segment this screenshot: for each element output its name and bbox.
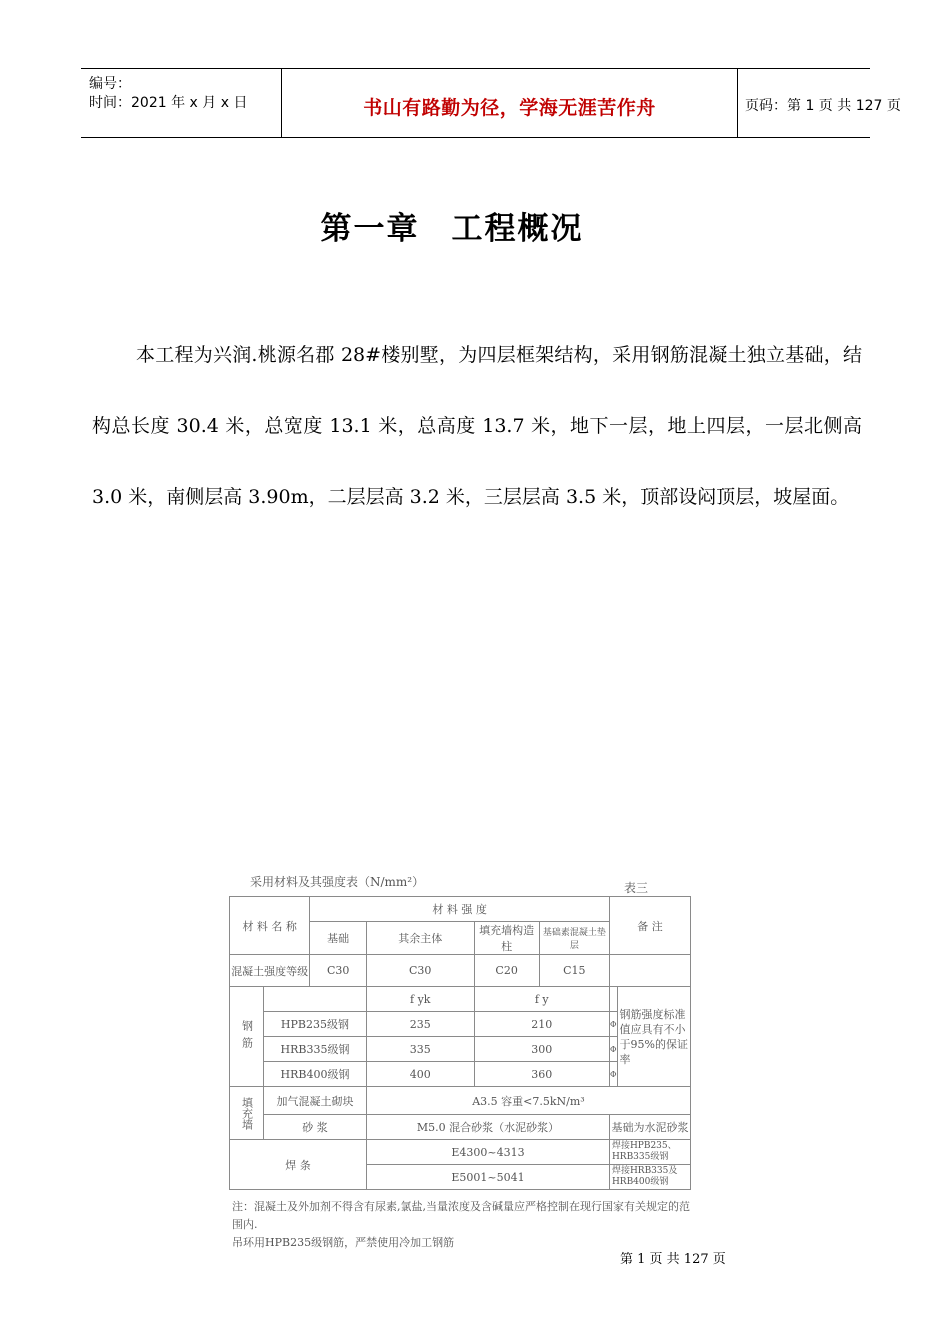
- concrete-value: C15: [539, 955, 609, 987]
- header-table: [81, 68, 901, 138]
- col-cushion: 基础素混凝土垫层: [539, 922, 609, 955]
- page-label: 页码：第 1 页 共 127 页: [745, 98, 901, 114]
- steel-remark: 钢筋强度标准值应具有不小于95%的保证率: [617, 987, 691, 1087]
- steel-fy: 360: [474, 1062, 609, 1087]
- mortar-remark: 基础为水泥砂浆: [609, 1115, 690, 1140]
- mortar-name: 砂 浆: [263, 1115, 366, 1140]
- concrete-label: 混凝土强度等级: [230, 955, 310, 987]
- steel-group-label: 钢筋: [230, 987, 264, 1087]
- steel-name: HPB235级钢: [263, 1012, 366, 1037]
- concrete-value: C30: [366, 955, 474, 987]
- fyk-header: f yk: [366, 987, 474, 1012]
- steel-symbol: Φ: [609, 1012, 617, 1037]
- head-remark: 备 注: [609, 897, 690, 955]
- col-main-body: 其余主体: [366, 922, 474, 955]
- steel-fyk: 335: [366, 1037, 474, 1062]
- chapter-number: 第一章: [320, 211, 420, 247]
- motto: 书山有路勤为径，学海无涯苦作舟: [363, 97, 656, 119]
- header-page-cell: [737, 69, 901, 137]
- note-line: 吊环用HPB235级钢筋，严禁使用冷加工钢筋: [232, 1236, 455, 1249]
- steel-symbol: Φ: [609, 1062, 617, 1087]
- concrete-value: C30: [310, 955, 367, 987]
- steel-name: HRB335级钢: [263, 1037, 366, 1062]
- header-motto-cell: [281, 69, 738, 137]
- serial-label: 编号：: [89, 76, 131, 92]
- weld-value: E5001~5041: [366, 1165, 609, 1190]
- wall-group-label: 填充墙: [230, 1087, 264, 1140]
- concrete-value: C20: [474, 955, 539, 987]
- table-caption: 采用材料及其强度表（N/mm²）: [250, 875, 425, 889]
- weld-value: E4300~4313: [366, 1140, 609, 1165]
- chapter-title: 工程概况: [451, 211, 584, 247]
- steel-fyk: 400: [366, 1062, 474, 1087]
- time-label: 时间：2021 年 x 月 x 日: [89, 95, 248, 111]
- material-table: [229, 896, 691, 1190]
- weld-remark: 焊接HRB335及HRB400级钢: [609, 1165, 690, 1190]
- body-paragraph: 本工程为兴润.桃源名郡 28#楼别墅，为四层框架结构，采用钢筋混凝土独立基础，结构总长度 30.4 米，总宽度 13.1 米，总高度 13.7 米，地下一层，地上四层，一层北侧高 3.0 米，南侧层高 3.90m，二层层高 3.2 米，三层层高 3.5 米，顶部设闷顶层，坡屋面。: [92, 344, 862, 508]
- steel-fyk: 235: [366, 1012, 474, 1037]
- steel-fy: 210: [474, 1012, 609, 1037]
- steel-symbol: Φ: [609, 1037, 617, 1062]
- block-value: A3.5 容重<7.5kN/m³: [366, 1087, 690, 1115]
- steel-name: HRB400级钢: [263, 1062, 366, 1087]
- mortar-value: M5.0 混合砂浆（水泥砂浆）: [366, 1115, 609, 1140]
- head-material-name: 材 料 名 称: [230, 897, 310, 955]
- note-line: 注：混凝土及外加剂不得含有尿素,氯盐,当量浓度及含碱量应严格控制在现行国家有关规定的范围内.: [232, 1200, 690, 1231]
- block-name: 加气混凝土砌块: [263, 1087, 366, 1115]
- steel-fy: 300: [474, 1037, 609, 1062]
- table-tag: 表三: [624, 881, 649, 895]
- fy-header: f y: [474, 987, 609, 1012]
- col-infill-column: 填充墙构造柱: [474, 922, 539, 955]
- page-footer: 第 1 页 共 127 页: [620, 1252, 726, 1267]
- material-strength-figure: [228, 870, 698, 1249]
- header-meta-cell: [81, 69, 280, 137]
- table-note: [232, 1198, 692, 1252]
- chapter-heading: [0, 203, 904, 248]
- weld-name: 焊 条: [230, 1140, 367, 1190]
- head-strength: 材 料 强 度: [310, 897, 610, 922]
- weld-remark: 焊接HPB235、HRB335级钢: [609, 1140, 690, 1165]
- col-foundation: 基础: [310, 922, 367, 955]
